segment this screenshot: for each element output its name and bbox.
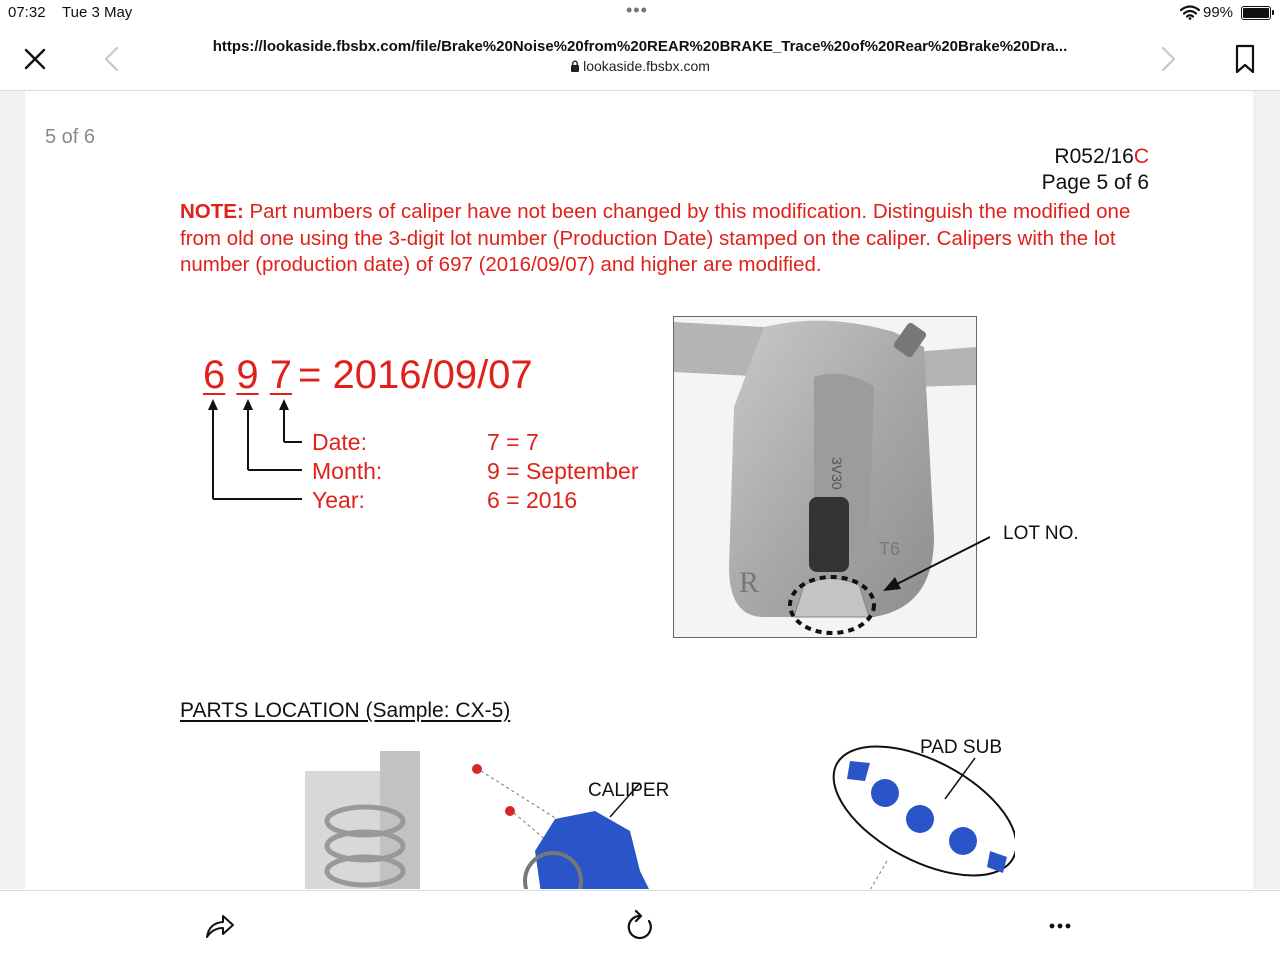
lot-decode-arrows <box>200 396 310 506</box>
decode-label-date: Date: <box>312 429 367 455</box>
wifi-icon <box>1180 5 1200 20</box>
share-icon[interactable] <box>203 909 237 943</box>
url-text[interactable]: https://lookaside.fbsbx.com/file/Brake%20Noise%20from%20REAR%20BRAKE_Trace%20of%20Rear%20Brake%20Dra... <box>212 38 1068 55</box>
decode-label-month: Month: <box>312 458 383 484</box>
note-label: NOTE: <box>180 200 244 223</box>
ref-code <box>1054 145 1149 169</box>
chevron-left-icon[interactable] <box>100 42 124 76</box>
status-bar <box>0 0 1280 26</box>
lock-icon <box>570 60 580 72</box>
decode-value-month: 9 = September <box>487 458 639 484</box>
pad-sub-label: PAD SUB <box>920 737 1003 758</box>
lot-no-label: LOT NO. <box>1003 523 1079 544</box>
note-text: Part numbers of caliper have not been changed by this modification. Distinguish the modified one from old one using the 3-digit lot number (Production Date) stamped on the caliper. Calipers with the lot number (production date) of 697 (2016/09/07) and higher are modified. <box>180 200 1131 276</box>
document-viewer[interactable] <box>0 91 1280 889</box>
decode-value-year: 6 = 2016 <box>487 487 578 513</box>
lot-digit-year: 6 <box>203 353 226 397</box>
browser-header <box>0 26 1280 91</box>
page-counter: 5 of 6 <box>45 126 96 148</box>
status-time: 07:32 <box>8 4 46 21</box>
document-page <box>25 91 1253 889</box>
multitask-dots-icon[interactable]: ••• <box>626 0 648 20</box>
more-icon[interactable] <box>1045 911 1075 941</box>
lot-digit-month: 9 <box>236 353 259 397</box>
page-of-label: Page 5 of 6 <box>1041 171 1149 194</box>
parts-location-diagram <box>295 731 1015 889</box>
parts-location-title: PARTS LOCATION (Sample: CX-5) <box>180 699 511 722</box>
domain-text: lookaside.fbsbx.com <box>583 58 710 74</box>
chevron-right-icon[interactable] <box>1156 42 1180 76</box>
bookmark-icon[interactable] <box>1232 42 1258 76</box>
note-paragraph <box>180 199 1170 279</box>
lot-formula <box>203 353 533 398</box>
battery-percent: 99% <box>1203 4 1234 21</box>
status-date: Tue 3 May <box>62 4 133 21</box>
close-icon[interactable] <box>18 42 52 76</box>
lot-equals-date: = 2016/09/07 <box>298 353 533 397</box>
decode-label-year: Year: <box>312 487 365 513</box>
ref-code-revision: C <box>1133 145 1149 168</box>
domain-label <box>440 58 840 74</box>
lot-pointer-arrow <box>865 531 1005 601</box>
decode-value-date: 7 = 7 <box>487 429 539 455</box>
svg-text:T6: T6 <box>879 539 901 559</box>
caliper-label: CALIPER <box>588 780 670 801</box>
battery-icon <box>1241 6 1271 20</box>
reload-icon[interactable] <box>622 909 658 945</box>
svg-text:3V30: 3V30 <box>829 457 845 490</box>
bottom-toolbar <box>0 890 1280 961</box>
ref-code-number: R052/16 <box>1054 145 1134 168</box>
lot-digit-date: 7 <box>269 353 292 397</box>
svg-text:R: R <box>739 566 760 599</box>
